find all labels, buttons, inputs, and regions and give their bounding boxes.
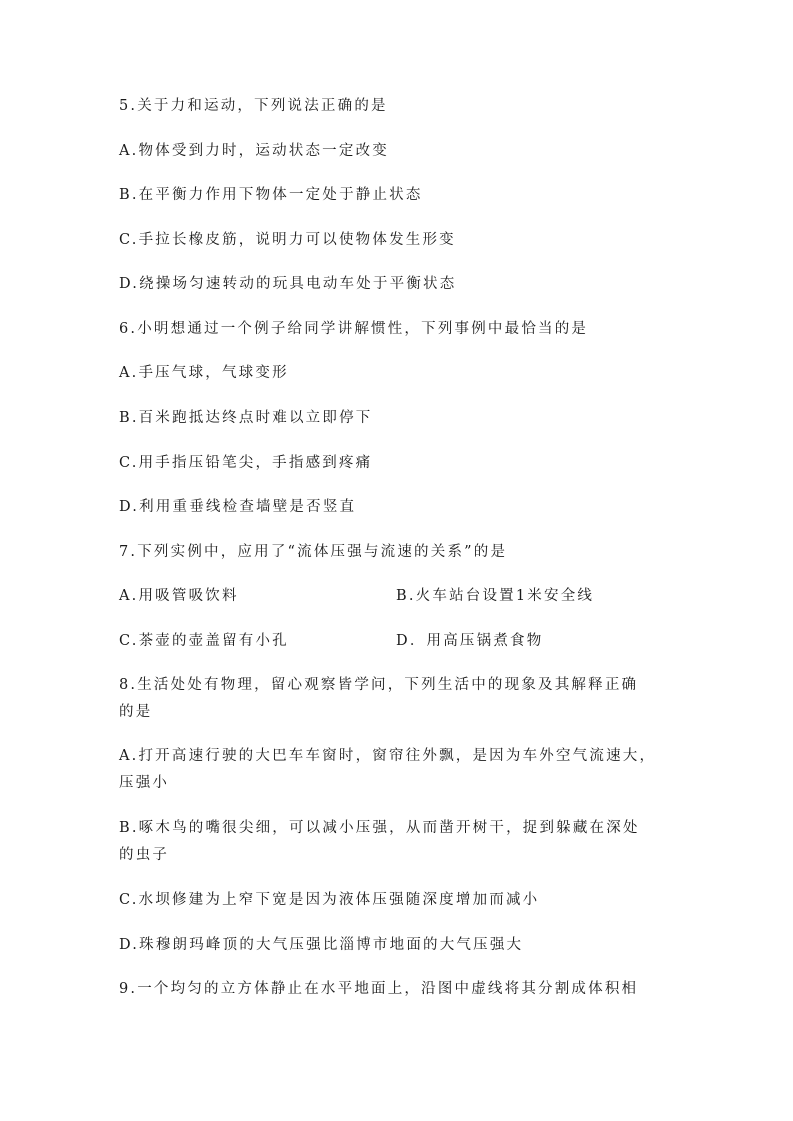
q9-stem-line1: 9.一个均匀的立方体静止在水平地面上，沿图中虚线将其分割成体积相 <box>119 981 639 997</box>
q7-option-c: C.茶壶的壶盖留有小孔 <box>119 633 289 649</box>
q8-option-a-line2: 压强小 <box>119 775 170 791</box>
q8-stem-line2: 的是 <box>119 704 153 720</box>
q7-option-a: A.用吸管吸饮料 <box>119 588 239 604</box>
q6-option-a: A.手压气球，气球变形 <box>119 365 289 381</box>
q7-option-b: B.火车站台设置1米安全线 <box>396 588 595 604</box>
q6-option-b: B.百米跑抵达终点时难以立即停下 <box>119 410 373 426</box>
q5-option-d: D.绕操场匀速转动的玩具电动车处于平衡状态 <box>119 276 457 292</box>
q8-option-c: C.水坝修建为上窄下宽是因为液体压强随深度增加而减小 <box>119 892 540 908</box>
q7-stem: 7.下列实例中，应用了“流体压强与流速的关系”的是 <box>119 544 508 560</box>
q8-option-d: D.珠穆朗玛峰顶的大气压强比淄博市地面的大气压强大 <box>119 937 524 953</box>
q5-option-c: C.手拉长橡皮筋，说明力可以使物体发生形变 <box>119 232 456 248</box>
q8-option-b-line1: B.啄木鸟的嘴很尖细，可以减小压强，从而凿开树干，捉到躲藏在深处 <box>119 820 640 836</box>
q5-option-a: A.物体受到力时，运动状态一定改变 <box>119 143 389 159</box>
q8-option-a-line1: A.打开高速行驶的大巴车车窗时，窗帘往外飘，是因为车外空气流速大， <box>119 748 657 764</box>
q5-option-b: B.在平衡力作用下物体一定处于静止状态 <box>119 187 423 203</box>
q7-option-d: D．用高压锅煮食物 <box>396 633 544 649</box>
q8-option-b-line2: 的虫子 <box>119 847 170 863</box>
q5-stem: 5.关于力和运动，下列说法正确的是 <box>119 98 388 114</box>
q6-option-c: C.用手指压铅笔尖，手指感到疼痛 <box>119 455 373 471</box>
q6-option-d: D.利用重垂线检查墙壁是否竖直 <box>119 499 357 515</box>
q6-stem: 6.小明想通过一个例子给同学讲解惯性，下列事例中最恰当的是 <box>119 321 589 337</box>
q8-stem-line1: 8.生活处处有物理，留心观察皆学问，下列生活中的现象及其解释正确 <box>119 677 639 693</box>
